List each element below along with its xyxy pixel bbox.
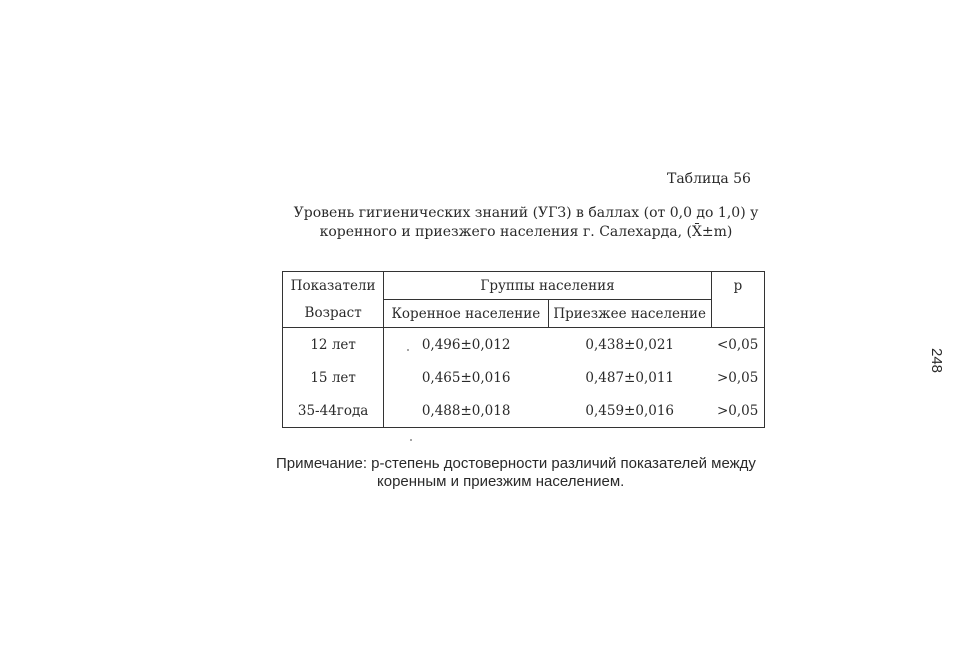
note-line-2: коренным и приезжим населением.: [377, 473, 625, 490]
cell-newcomers: 0,459±0,016: [548, 394, 711, 428]
cell-p: >0,05: [711, 361, 764, 394]
header-newcomers: Приезжее население: [548, 300, 711, 328]
cell-p: >0,05: [711, 394, 764, 428]
cell-indigenous: 0,465±0,016: [421, 369, 511, 386]
table-row: [283, 394, 765, 428]
cell-newcomers: 0,438±0,021: [585, 336, 674, 353]
header-population-groups: Группы населения: [384, 272, 712, 300]
cell-newcomers: 0,487±0,011: [585, 369, 674, 386]
scan-speck: [410, 439, 412, 441]
header-p-blank: [711, 300, 764, 328]
table-note: [276, 455, 781, 491]
data-table: [282, 271, 765, 428]
header-p: p: [711, 272, 764, 300]
header-age: Возраст: [283, 300, 384, 328]
caption-line-2: коренного и приезжего населения г. Салехарда, (X̄±m): [319, 224, 733, 240]
note-line-1: Примечание: р-степень достоверности различий показателей между: [276, 455, 756, 472]
header-indicators: Показатели: [283, 272, 384, 300]
header-row-2: [283, 300, 765, 328]
table-row: [283, 361, 765, 394]
cell-indigenous: 0,496±0,012: [421, 336, 511, 353]
page-number: 248: [928, 347, 946, 374]
scan-speck: [407, 349, 409, 351]
caption-line-1: Уровень гигиенических знаний (УГЗ) в баллах (от 0,0 до 1,0) у: [293, 205, 759, 221]
cell-age: 35-44года: [283, 394, 384, 428]
cell-age: 12 лет: [283, 328, 384, 362]
cell-indigenous: 0,488±0,018: [384, 394, 548, 428]
header-indigenous: Коренное население: [384, 300, 548, 328]
cell-p: <0,05: [711, 328, 764, 362]
table-number: Таблица 56: [667, 171, 751, 187]
table-row: [283, 328, 765, 362]
header-row-1: [283, 272, 765, 300]
cell-age: 15 лет: [283, 361, 384, 394]
table-caption: [276, 204, 776, 242]
